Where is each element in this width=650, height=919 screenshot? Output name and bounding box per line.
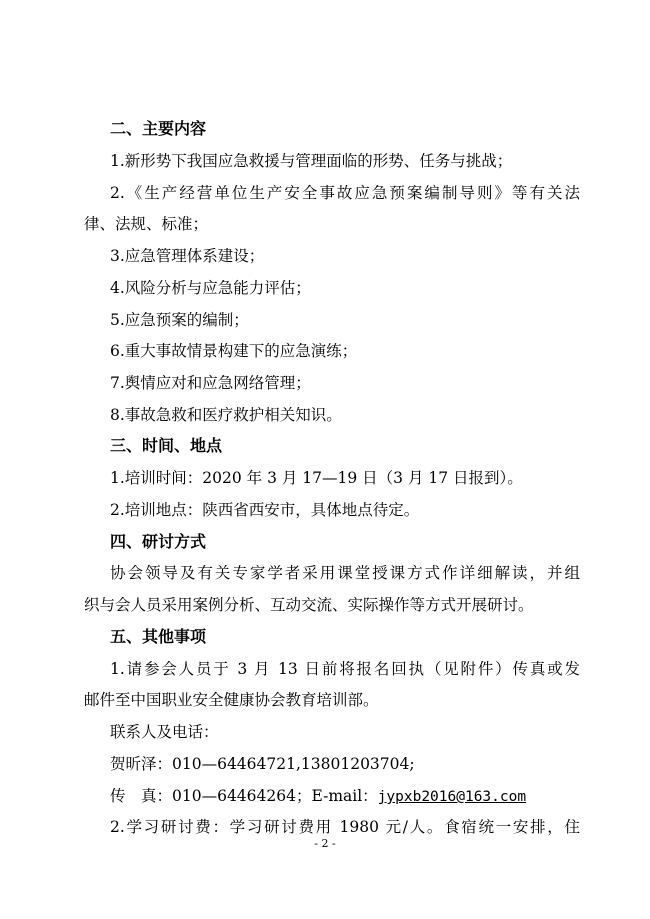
list-item: 1.新形势下我国应急救援与管理面临的形势、任务与挑战； [110,152,513,170]
method-text-line: 织与会人员采用案例分析、互动交流、实际操作等方式开展研讨。 [84,596,534,614]
list-item-continuation: 律、法规、标准； [84,215,209,233]
list-item: 5.应急预案的编制； [110,311,249,329]
training-time: 1.培训时间：2020 年 3 月 17—19 日（3 月 17 日报到）。 [110,469,523,487]
section-heading-time-place: 三、时间、地点 [110,436,223,455]
page-number: - 2 - [314,837,336,850]
section-heading-main-content: 二、主要内容 [110,119,207,138]
fax-text: 传 真：010—64464264；E-mail： [110,787,378,805]
method-text-line: 协会领导及有关专家学者采用课堂授课方式作详细解读，并组 [110,564,580,582]
registration-text-line: 邮件至中国职业安全健康协会教育培训部。 [84,691,379,709]
section-heading-other: 五、其他事项 [110,627,207,646]
contact-label: 联系人及电话： [110,723,219,741]
list-item: 6.重大事故情景构建下的应急演练； [110,342,358,360]
section-heading-method: 四、研讨方式 [110,532,207,551]
registration-text-line: 1.请参会人员于 3 月 13 日前将报名回执（见附件）传真或发 [110,660,580,678]
list-item: 3.应急管理体系建设； [110,247,265,265]
list-item: 4.风险分析与应急能力评估； [110,279,311,297]
training-place: 2.培训地点：陕西省西安市，具体地点待定。 [110,501,420,519]
fee-text-line: 2.学习研讨费：学习研讨费用 1980 元/人。食宿统一安排，住 [110,818,580,836]
list-item: 2.《生产经营单位生产安全事故应急预案编制导则》等有关法 [110,184,580,202]
contact-person-phone: 贺昕泽：010—64464721,13801203704; [110,755,415,773]
list-item: 8.事故急救和医疗救护相关知识。 [110,406,342,424]
email-link[interactable]: jypxb2016@163.com [377,789,527,805]
list-item: 7.舆情应对和应急网络管理； [110,374,311,392]
fax-email-line [110,784,580,809]
